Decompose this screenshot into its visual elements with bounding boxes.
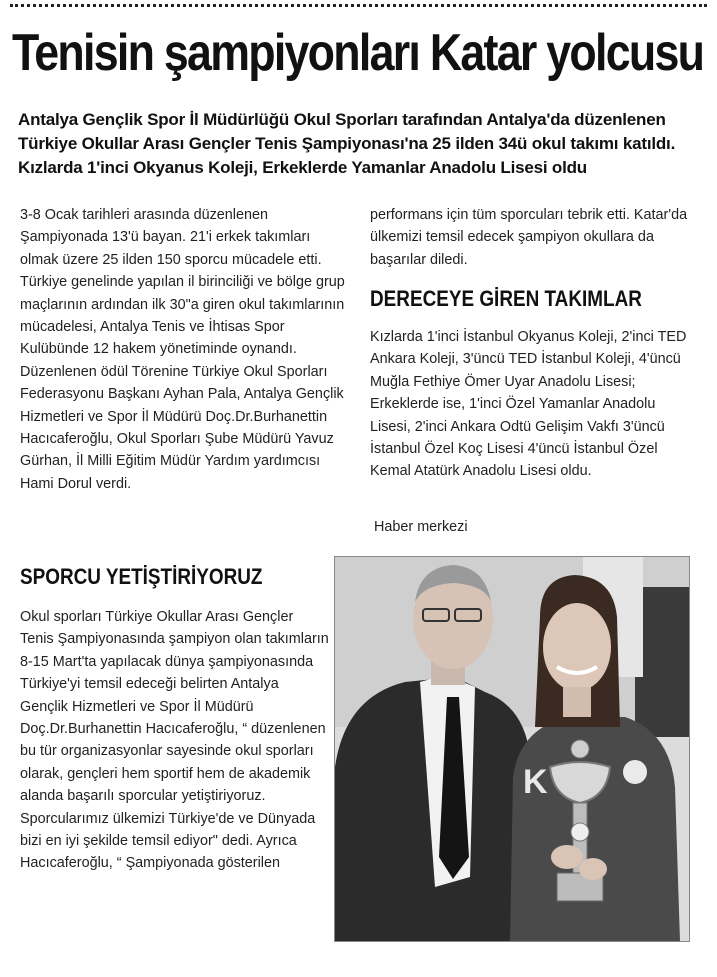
body-paragraph-continued: performans için tüm sporcuları tebrik etti. Katar'da ülkemizi temsil edecek şampiyon okullara da başarılar diledi. xyxy=(370,207,688,268)
body-paragraph-1: 3-8 Ocak tarihleri arasında düzenlenen Şampiyonada 13'ü bayan. 21'i erkek takımları olmak üzere 25 ilden 150 sporcu mücadele etti. Türkiye genelinde yapılan il birinciliği ve bölge grup maçlarının ardından ilk 30"a giren okul takımlarının mücadelesi, Antalya Tenis ve İhtisas Spor Kulübünde 12 hakem yönetiminde oynandı. Düzenlenen ödül Törenine Türkiye Okul Sporları Federasyonu Başkanı Ayhan Pala, Antalya Gençlik Hizmetleri ve Spor İl Müdürü Doç.Dr.Burhanettin Hacıcaferoğlu, Okul Sporları Şube Müdürü Yavuz Gürhan, İl Milli Eğitim Müdür Yardım yardımcısı Hami Dorul verdi. xyxy=(20,207,345,492)
body-paragraph-rankings: Kızlarda 1'inci İstanbul Okyanus Koleji, 2'inci TED Ankara Koleji, 3'üncü TED İstanbul Koleji, 4'üncü Muğla Fethiye Ömer Uyar Anadolu Lisesi; Erkeklerde ise, 1'inci Özel Yamanlar Anadolu Lisesi, 2'inci Ankara Odtü Gelişim Vakfı 3'üncü İstanbul Özel Koç Lisesi 4'üncü İstanbul Özel Kemal Atatürk Anadolu Lisesi oldu. xyxy=(370,329,687,480)
deck-summary: Antalya Gençlik Spor İl Müdürlüğü Okul Sporları tarafından Antalya'da düzenlenen Türkiye Okullar Arası Gençler Tenis Şampiyonası'na 25 ilden 34ü okul takımı katıldı. Kızlarda 1'inci Okyanus Koleji, Erkeklerde Yamanlar Anadolu Lisesi oldu xyxy=(18,110,676,177)
top-dotted-rule xyxy=(10,4,707,7)
subhead-rankings: DERECEYE GİREN TAKIMLAR xyxy=(370,286,642,311)
jacket-letter: K xyxy=(523,763,548,801)
news-photo xyxy=(334,556,690,942)
byline-signoff: Haber merkezi xyxy=(374,519,468,535)
headline: Tenisin şampiyonları Katar yolcusu xyxy=(12,24,704,82)
photo-illustration xyxy=(335,557,689,941)
subhead-training: SPORCU YETİŞTİRİYORUZ xyxy=(20,564,263,589)
body-paragraph-2: Okul sporları Türkiye Okullar Arası Gençler Tenis Şampiyonasında şampiyon olan takımların 8-15 Mart'ta yapılacak dünya şampiyonasında Türkiye'yi temsil edeceği belirten Antalya Gençlik Hizmetleri ve Spor İl Müdürü Doç.Dr.Burhanettin Hacıcaferoğlu, “ düzenlenen bu tür organizasyonlar sayesinde okul sporları olarak, gençleri hem sportif hem de akademik alanda başarılı sporcular yetiştiriyoruz. Sporcularımız ülkemizi Türkiye'de ve Dünyada bizi en iyi şekilde temsil ediyor" dedi. Ayrıca Hacıcaferoğlu, “ Şampiyonada gösterilen xyxy=(20,609,329,872)
